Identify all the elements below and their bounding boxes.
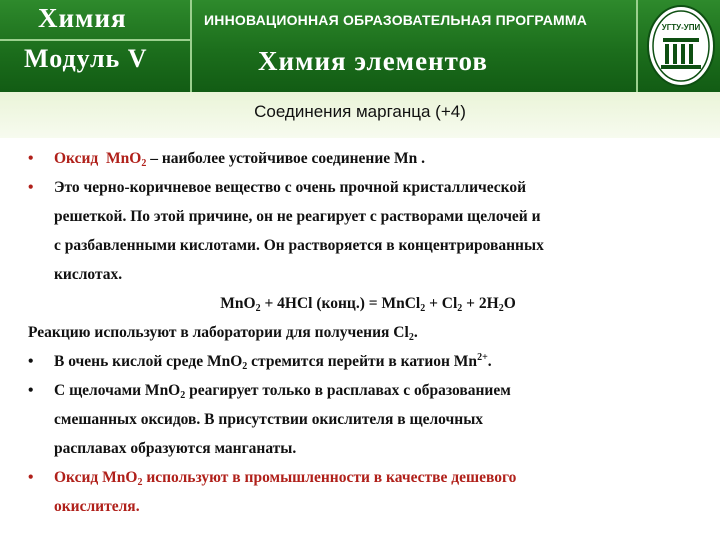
paragraph-appearance-line-4: кислотах. [54,266,123,283]
bullet-marker: • [28,469,34,486]
paragraph-alkali-line-1: • С щелочами MnO$_2$ реагирует только в расплавах с образованием [28,376,708,405]
logo-text: УГТУ-УПИ [661,23,701,32]
paragraph-oxide-stable [28,144,708,173]
header-divider-vertical [190,0,192,92]
oxide-label: Оксид [54,150,99,167]
bullet-marker: • [28,353,34,370]
paragraph-alkali-line-2: смешанных оксидов. В присутствии окислителя в щелочных [54,411,484,428]
header-divider-right [636,0,638,92]
subject-title: Химия [38,3,127,33]
paragraph-appearance-line-2: решеткой. По этой причине, он не реагирует с растворами щелочей и [54,208,541,225]
paragraph-industry-line-2: окислителя. [54,498,140,515]
header-banner [0,0,720,92]
bullet-marker: • [28,179,34,196]
university-logo [646,4,716,88]
slide-body [28,144,708,521]
course-title: Химия элементов [258,46,488,76]
bullet-marker: • [28,382,34,399]
module-title: Модуль V [24,44,148,73]
oxide-formula: MnO$_2$ [106,150,147,169]
paragraph-industry-line-1: • Оксид MnO$_2$ используют в промышленности в качестве дешевого [28,463,708,492]
paragraph-alkali-line-3: расплавах образуются манганаты. [54,440,297,457]
header-divider-horizontal [0,39,190,41]
slide-title: Соединения марганца (+4) [254,102,466,121]
program-title: ИННОВАЦИОННАЯ ОБРАЗОВАТЕЛЬНАЯ ПРОГРАММА [204,12,588,28]
paragraph-lab-use: Реакцию используют в лаборатории для получения $Cl_2$. [28,324,418,343]
reaction-equation: MnO$_2$ + 4HCl (конц.) = MnCl$_2$ + $Cl_2 + 2H_2O$ [220,295,516,314]
oxide-description: – наиболее устойчивое соединение Mn . [150,150,426,167]
paragraph-acidic-medium: • В очень кислой среде MnO$_2$ стремится перейти в катион $Mn^{2+}$. [28,347,708,376]
paragraph-appearance-line-1: • Это черно-коричневое вещество с очень прочной кристаллической [28,173,708,202]
bullet-marker: • [28,150,34,167]
paragraph-appearance-line-3: с разбавленными кислотами. Он растворяется в концентрированных [54,237,544,254]
